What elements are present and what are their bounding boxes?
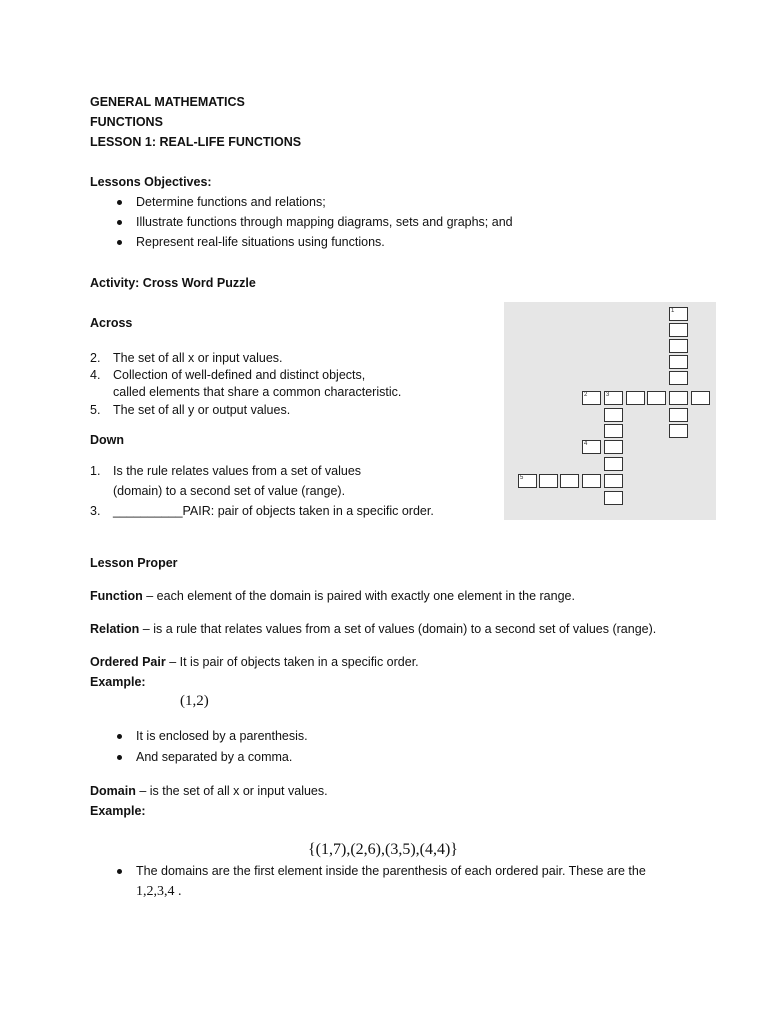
crossword-cell[interactable] — [669, 307, 688, 321]
bullet-icon — [117, 869, 122, 874]
crossword-cell[interactable] — [669, 424, 688, 438]
activity-title: Activity: Cross Word Puzzle — [90, 276, 256, 290]
clue-text: __________PAIR: pair of objects taken in a specific order. — [113, 504, 434, 518]
clue-number: 4. — [90, 368, 101, 382]
bullet-icon — [117, 755, 122, 760]
ordered-pair-note: And separated by a comma. — [136, 750, 293, 764]
cell-number: 2 — [584, 392, 588, 398]
cell-number: 5 — [520, 475, 524, 481]
clue-text: called elements that share a common characteristic. — [113, 385, 402, 399]
title-subject: GENERAL MATHEMATICS — [90, 95, 245, 109]
function-term: Function — [90, 589, 143, 603]
cell-number: 1 — [671, 308, 675, 314]
crossword-cell[interactable] — [604, 408, 623, 422]
crossword-cell[interactable] — [518, 474, 537, 488]
bullet-icon — [117, 200, 122, 205]
ordered-pair-text: – It is pair of objects taken in a specific order. — [165, 655, 419, 669]
crossword-cell[interactable] — [669, 323, 688, 337]
objective-item: Illustrate functions through mapping diagrams, sets and graphs; and — [136, 215, 513, 229]
example-label: Example: — [90, 804, 146, 818]
cell-number: 3 — [606, 392, 610, 398]
clue-text: The set of all y or output values. — [113, 403, 291, 417]
crossword-cell[interactable] — [669, 339, 688, 353]
domain-text: – is the set of all x or input values. — [135, 784, 328, 798]
objective-item: Determine functions and relations; — [136, 195, 326, 209]
cell-number: 4 — [584, 441, 588, 447]
crossword-cell[interactable] — [582, 391, 601, 405]
crossword-cell[interactable] — [647, 391, 666, 405]
crossword-cell[interactable] — [604, 424, 623, 438]
crossword-cell[interactable] — [604, 457, 623, 471]
ordered-pair-example: (1,2) — [180, 693, 209, 709]
function-text: – each element of the domain is paired with exactly one element in the range. — [142, 589, 575, 603]
clue-text: Is the rule relates values from a set of values — [113, 464, 362, 478]
title-topic: FUNCTIONS — [90, 115, 163, 129]
clue-text: (domain) to a second set of value (range). — [113, 484, 346, 498]
ordered-pair-definition — [90, 654, 419, 670]
down-heading: Down — [90, 433, 125, 447]
domain-example: {(1,7),(2,6),(3,5),(4,4)} — [308, 841, 458, 858]
relation-definition — [90, 621, 656, 637]
clue-text: The set of all x or input values. — [113, 351, 283, 365]
crossword-cell[interactable] — [604, 491, 623, 505]
bullet-icon — [117, 734, 122, 739]
crossword-grid — [504, 302, 716, 520]
clue-number: 2. — [90, 351, 101, 365]
crossword-cell[interactable] — [582, 440, 601, 454]
crossword-cell[interactable] — [539, 474, 558, 488]
objective-item: Represent real-life situations using functions. — [136, 235, 385, 249]
crossword-cell[interactable] — [626, 391, 645, 405]
crossword-cell[interactable] — [604, 440, 623, 454]
bullet-icon — [117, 240, 122, 245]
lesson-heading: Lesson Proper — [90, 556, 178, 570]
crossword-cell[interactable] — [691, 391, 710, 405]
domain-definition — [90, 783, 328, 799]
across-heading: Across — [90, 316, 133, 330]
relation-text: – is a rule that relates values from a set of values (domain) to a second set of values (range). — [139, 622, 657, 636]
crossword-cell[interactable] — [669, 391, 688, 405]
crossword-cell[interactable] — [582, 474, 601, 488]
domain-values: 1,2,3,4 . — [136, 884, 182, 899]
crossword-cell[interactable] — [560, 474, 579, 488]
relation-term: Relation — [90, 622, 140, 636]
example-label: Example: — [90, 675, 146, 689]
clue-text: Collection of well-defined and distinct objects, — [113, 368, 366, 382]
crossword-cell[interactable] — [669, 371, 688, 385]
crossword-cell[interactable] — [604, 474, 623, 488]
crossword-cell[interactable] — [669, 355, 688, 369]
domain-term: Domain — [90, 784, 136, 798]
clue-number: 1. — [90, 464, 101, 478]
objectives-heading: Lessons Objectives: — [90, 175, 212, 189]
clue-number: 3. — [90, 504, 101, 518]
ordered-pair-note: It is enclosed by a parenthesis. — [136, 729, 308, 743]
crossword-cell[interactable] — [604, 391, 623, 405]
clue-number: 5. — [90, 403, 101, 417]
function-definition — [90, 588, 575, 604]
crossword-cell[interactable] — [669, 408, 688, 422]
title-lesson: LESSON 1: REAL-LIFE FUNCTIONS — [90, 135, 302, 149]
ordered-pair-term: Ordered Pair — [90, 655, 166, 669]
bullet-icon — [117, 220, 122, 225]
domain-note: The domains are the first element inside the parenthesis of each ordered pair. These are the — [136, 864, 646, 878]
